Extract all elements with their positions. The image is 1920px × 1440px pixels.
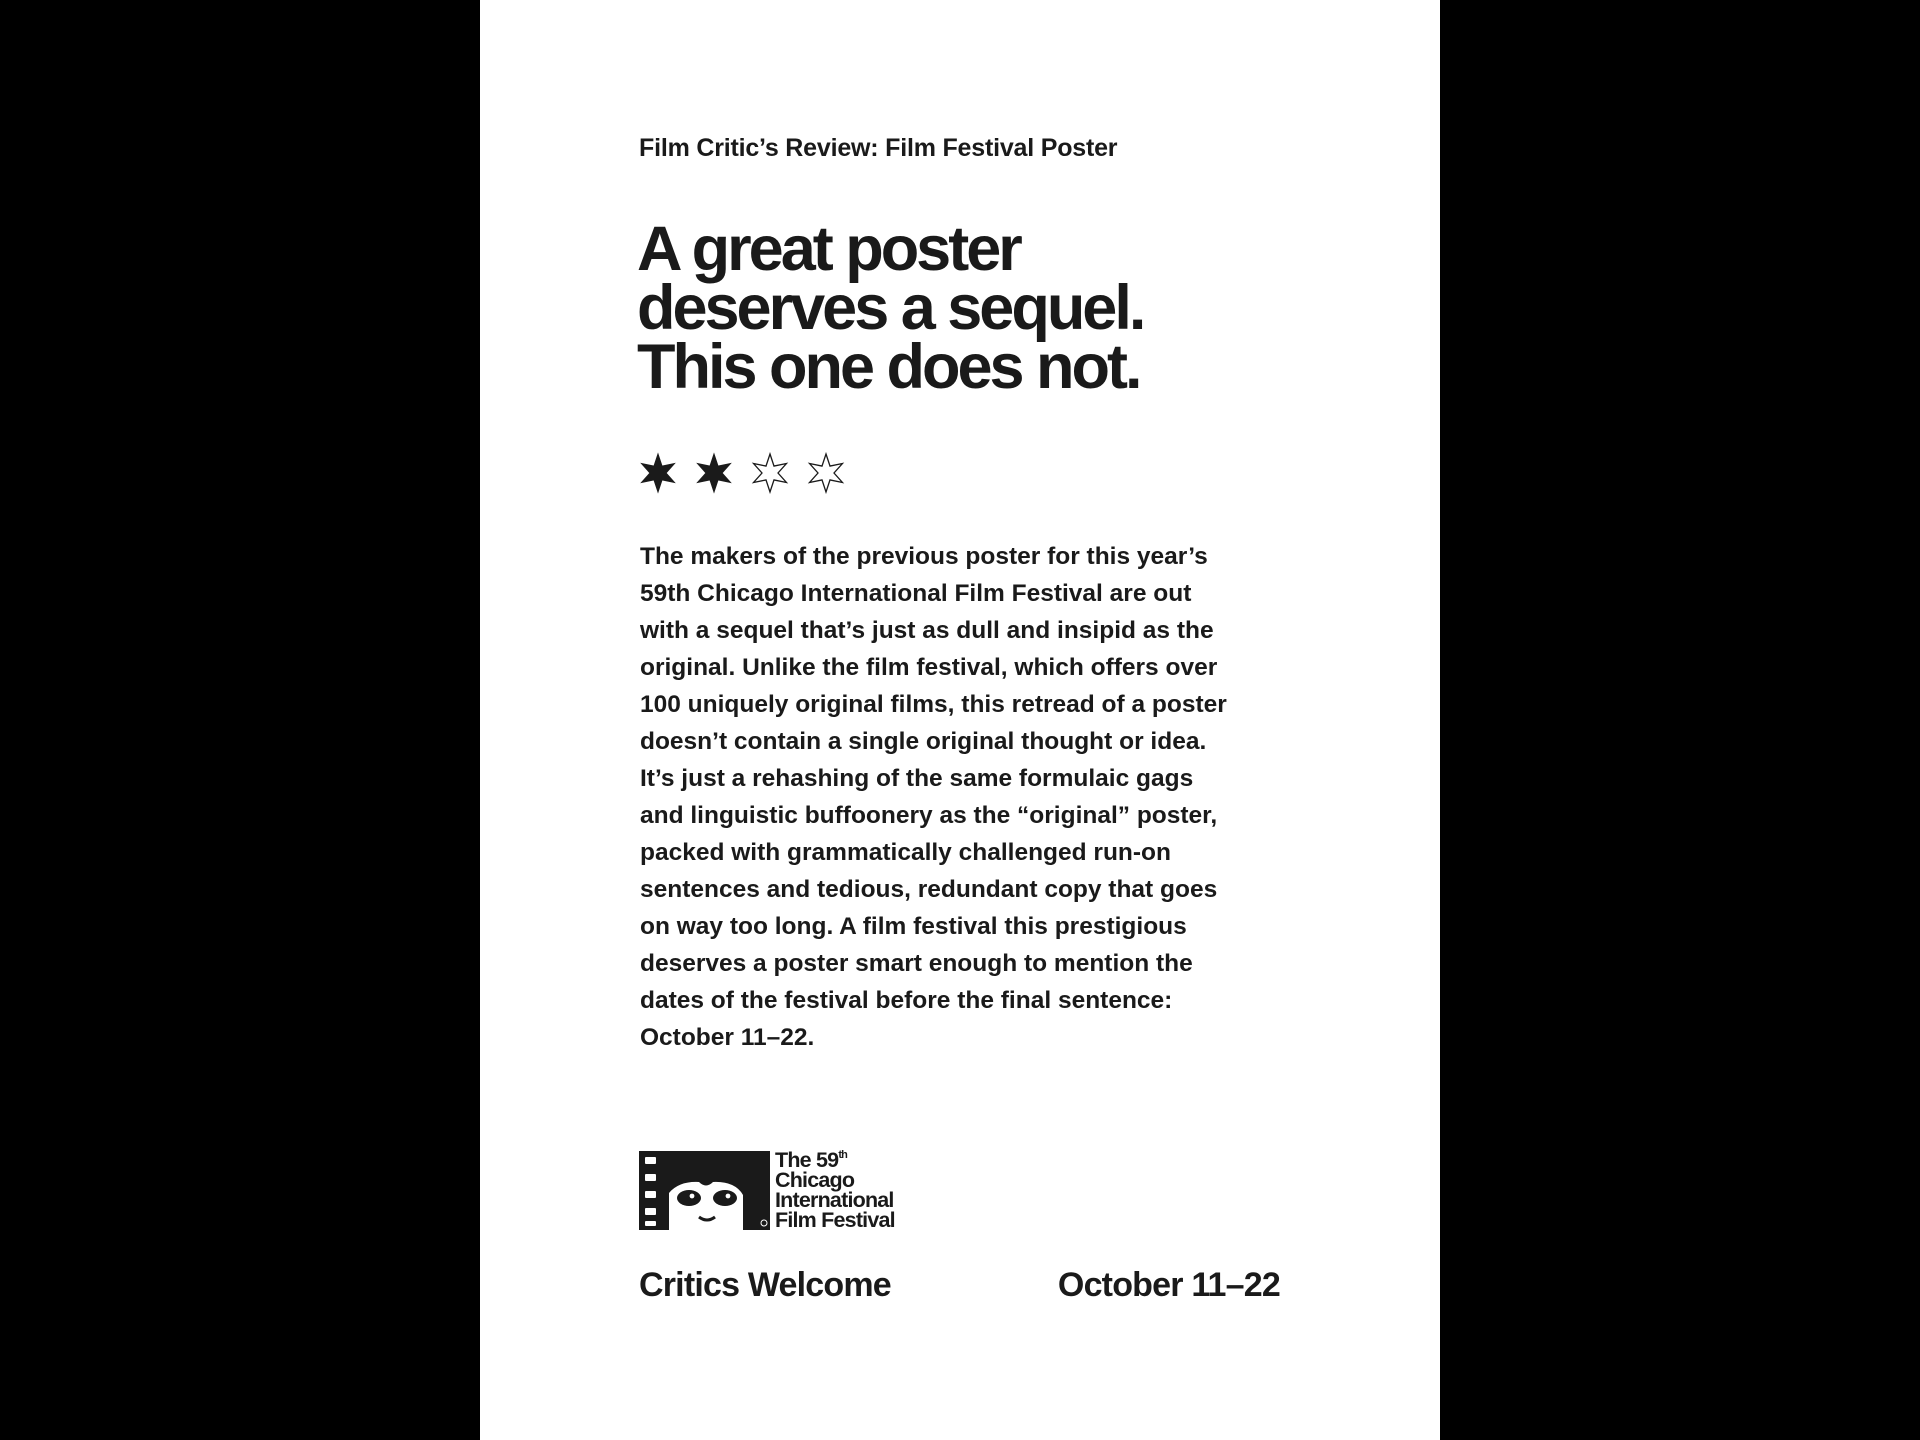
festival-logo xyxy=(639,1150,919,1232)
body-line: It’s just a rehashing of the same formulaic gags xyxy=(640,765,1194,792)
body-line: 100 uniquely original films, this retread of a poster xyxy=(640,691,1227,718)
body-line: with a sequel that’s just as dull and insipid as the xyxy=(640,617,1214,644)
body-line: deserves a poster smart enough to mention the xyxy=(640,950,1193,977)
logo-line-1 xyxy=(775,1150,895,1170)
star-rating xyxy=(639,452,845,494)
body-line: dates of the festival before the final sentence: xyxy=(640,987,1173,1014)
body-line: sentences and tedious, redundant copy that goes xyxy=(640,876,1218,903)
headline-line: This one does not. xyxy=(637,332,1140,402)
body-line: October 11–22. xyxy=(640,1024,815,1051)
star-filled-icon xyxy=(695,452,733,494)
body-line: 59th Chicago International Film Festival are out xyxy=(640,580,1192,607)
film-strip-eyes-icon xyxy=(639,1151,770,1230)
headline-line: A great poster xyxy=(637,214,1020,284)
logo-edition: The 59 xyxy=(775,1148,839,1172)
logo-wordmark xyxy=(775,1150,895,1230)
logo-line-4: Film Festival xyxy=(775,1208,895,1232)
body-line: on way too long. A film festival this prestigious xyxy=(640,913,1187,940)
body-line: original. Unlike the film festival, which offers over xyxy=(640,654,1218,681)
headline-line: deserves a sequel. xyxy=(637,273,1144,343)
body-line: The makers of the previous poster for this year’s xyxy=(640,543,1208,570)
poster xyxy=(480,0,1440,1440)
logo-edition-suffix: th xyxy=(838,1149,848,1161)
star-outline-icon xyxy=(807,452,845,494)
review-body xyxy=(640,538,1300,1056)
star-outline-icon xyxy=(751,452,789,494)
tagline: Critics Welcome xyxy=(639,1266,891,1304)
body-line: doesn’t contain a single original thought or idea. xyxy=(640,728,1207,755)
logo-line-3: International xyxy=(775,1188,894,1212)
logo-line-2: Chicago xyxy=(775,1168,855,1192)
star-filled-icon xyxy=(639,452,677,494)
review-kicker: Film Critic’s Review: Film Festival Poster xyxy=(639,134,1118,162)
body-line: packed with grammatically challenged run-on xyxy=(640,839,1171,866)
festival-dates: October 11–22 xyxy=(1057,1266,1280,1304)
body-line: and linguistic buffoonery as the “original” poster, xyxy=(640,802,1218,829)
headline xyxy=(637,214,1377,402)
